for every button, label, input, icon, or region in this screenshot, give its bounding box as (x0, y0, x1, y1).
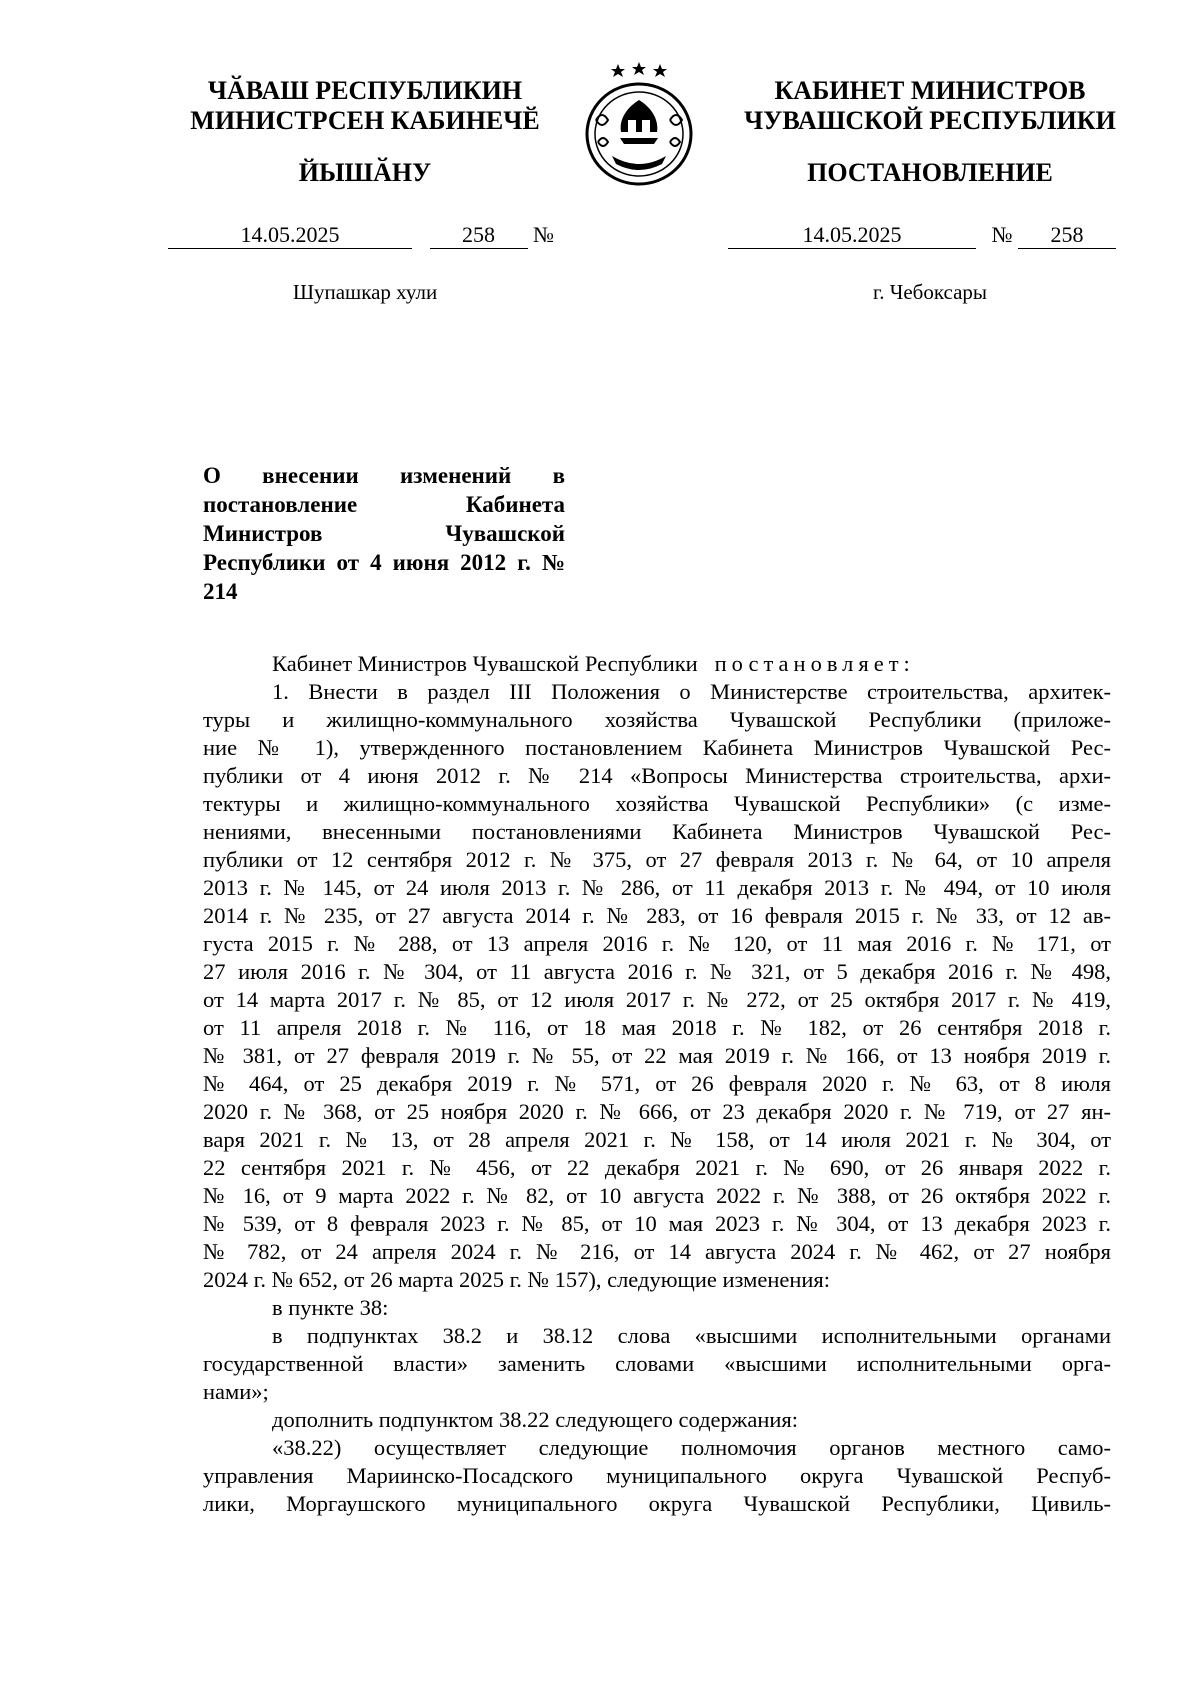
body-line: дополнить подпунктом 38.22 следующего содержания: (272, 1407, 799, 1432)
body-line: нами»; (203, 1379, 269, 1404)
right-title (730, 76, 1130, 136)
body-line: 22 сентября 2021 г. № 456, от 22 декабря 2021 г. № 690, от 26 января 2022 г. (203, 1155, 1111, 1180)
body-line: от 14 марта 2017 г. № 85, от 12 июля 2017 г. № 272, от 25 октября 2017 г. № 419, (203, 987, 1111, 1012)
body-line: государственной власти» заменить словами «высшими исполнительными орга- (203, 1351, 1111, 1376)
body-line: № 16, от 9 марта 2022 г. № 82, от 10 августа 2022 г. № 388, от 26 октября 2022 г. (203, 1183, 1111, 1208)
body-line: тектуры и жилищно-коммунального хозяйства Чувашской Республики» (с изме- (203, 791, 1111, 816)
body-line: 2013 г. № 145, от 24 июля 2013 г. № 286, от 11 декабря 2013 г. № 494, от 10 июля (203, 875, 1111, 900)
body-line: ние № 1), утвержденного постановлением Кабинета Министров Чувашской Рес- (203, 735, 1111, 760)
body-line: 2024 г. № 652, от 26 марта 2025 г. № 157), следующие изменения: (203, 1267, 831, 1292)
right-doctype: ПОСТАНОВЛЕНИЕ (807, 158, 1053, 187)
left-doctype: ЙЫШӐНУ (298, 158, 432, 187)
intro-verb: постановляет: (714, 651, 915, 676)
left-title-line2: МИНИСТРСЕН КАБИНЕЧӖ (190, 106, 540, 135)
left-dateline (168, 222, 554, 249)
body-line: густа 2015 г. № 288, от 13 апреля 2016 г. № 120, от 11 мая 2016 г. № 171, от (203, 931, 1111, 956)
left-number: 258 (430, 222, 528, 249)
document-subject: О внесении изменений в постановление Кабинета Министров Чувашской Республики от 4 июня 2012 г. № 214 (203, 463, 565, 604)
left-city: Шупашкар хули (292, 280, 438, 304)
right-number: 258 (1018, 222, 1116, 249)
right-dateline (728, 222, 1116, 249)
document-body (203, 650, 1111, 1518)
left-title-line1: ЧӐВАШ РЕСПУБЛИКИН (207, 76, 523, 105)
body-line: в пункте 38: (272, 1295, 389, 1320)
left-date: 14.05.2025 (168, 222, 412, 249)
body-line: от 11 апреля 2018 г. № 116, от 18 мая 2018 г. № 182, от 26 сентября 2018 г. (203, 1015, 1111, 1040)
intro-paragraph (203, 650, 1111, 678)
right-date: 14.05.2025 (728, 222, 976, 249)
body-line: туры и жилищно-коммунального хозяйства Чувашской Республики (приложе- (203, 707, 1111, 732)
body-line: варя 2021 г. № 13, от 28 апреля 2021 г. № 158, от 14 июля 2021 г. № 304, от (203, 1127, 1111, 1152)
body-line: 2020 г. № 368, от 25 ноября 2020 г. № 666, от 23 декабря 2020 г. № 719, от 27 ян- (203, 1099, 1111, 1124)
left-number-sign: № (533, 222, 554, 247)
body-line: 27 июля 2016 г. № 304, от 11 августа 2016 г. № 321, от 5 декабря 2016 г. № 498, (203, 959, 1111, 984)
body-line: 2014 г. № 235, от 27 августа 2014 г. № 283, от 16 февраля 2015 г. № 33, от 12 ав- (203, 903, 1111, 928)
right-city: г. Чебоксары (872, 280, 988, 304)
chuvash-emblem-icon (574, 60, 704, 190)
body-line: управления Мариинско-Посадского муниципального округа Чувашской Респуб- (203, 1463, 1111, 1488)
intro-text: Кабинет Министров Чувашской Республики (272, 651, 698, 676)
body-line: «38.22) осуществляет следующие полномочия органов местного само- (272, 1435, 1111, 1460)
right-title-line2: ЧУВАШСКОЙ РЕСПУБЛИКИ (744, 106, 1116, 135)
body-line: лики, Моргаушского муниципального округа Чувашской Республики, Цивиль- (203, 1491, 1111, 1516)
body-line: № 464, от 25 декабря 2019 г. № 571, от 26 февраля 2020 г. № 63, от 8 июля (203, 1071, 1111, 1096)
body-line: № 539, от 8 февраля 2023 г. № 85, от 10 мая 2023 г. № 304, от 13 декабря 2023 г. (203, 1211, 1111, 1236)
left-title (180, 76, 550, 136)
body-line: нениями, внесенными постановлениями Кабинета Министров Чувашской Рес- (203, 819, 1111, 844)
body-line: публики от 4 июня 2012 г. № 214 «Вопросы Министерства строительства, архи- (203, 763, 1111, 788)
body-line: в подпунктах 38.2 и 38.12 слова «высшими исполнительными органами (272, 1323, 1111, 1348)
body-line: № 782, от 24 апреля 2024 г. № 216, от 14 августа 2024 г. № 462, от 27 ноября (203, 1239, 1111, 1264)
right-number-sign: № (991, 222, 1013, 247)
body-line: 1. Внести в раздел III Положения о Министерстве строительства, архитек- (272, 679, 1111, 704)
right-title-line1: КАБИНЕТ МИНИСТРОВ (774, 76, 1086, 105)
body-line: публики от 12 сентября 2012 г. № 375, от 27 февраля 2013 г. № 64, от 10 апреля (203, 847, 1111, 872)
body-line: № 381, от 27 февраля 2019 г. № 55, от 22 мая 2019 г. № 166, от 13 ноября 2019 г. (203, 1043, 1111, 1068)
